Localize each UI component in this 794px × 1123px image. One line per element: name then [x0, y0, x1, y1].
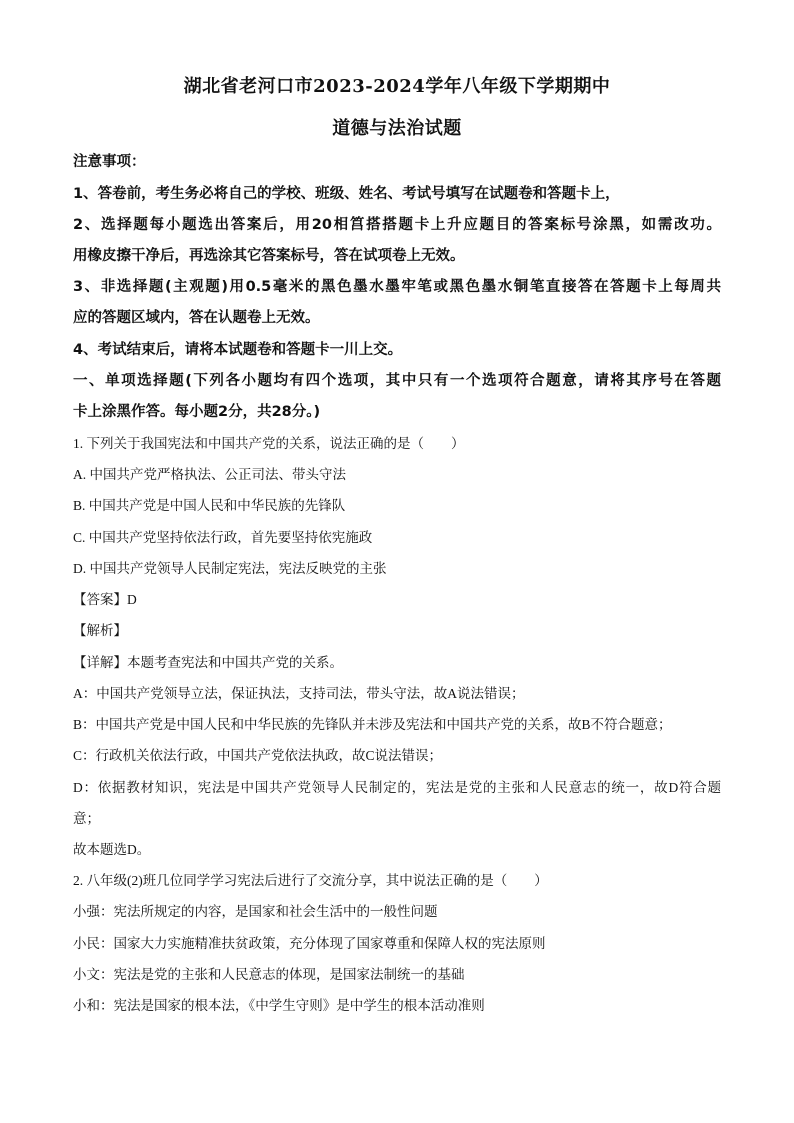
section-heading-cont: 卡上涂黑作答。每小题2分，共28分。) [73, 404, 321, 420]
question-1-explain-d-cont: 意； [73, 811, 100, 826]
notice-item-2-cont: 用橡皮擦干净后，再选涂其它答案标号，答在试项卷上无效。 [73, 248, 465, 264]
notice-item-4: 4、考试结束后，请将本试题卷和答题卡一川上交。 [73, 342, 403, 358]
notice-heading: 注意事项： [73, 154, 146, 170]
document-title: 湖北省老河口市2023-2024学年八年级下学期期中 [183, 76, 611, 97]
question-2-stem: 2. 八年级(2)班几位同学学习宪法后进行了交流分享，其中说法正确的是（ ） [73, 873, 548, 888]
question-1-explain-b: B：中国共产党是中国人民和中华民族的先锋队并未涉及宪法和中国共产党的关系，故B不符合题意； [73, 717, 672, 732]
question-2-statement-3: 小文：宪法是党的主张和人民意志的体现，是国家法制统一的基础 [73, 967, 465, 982]
question-1-option-c: C. 中国共产党坚持依法行政，首先要坚持依宪施政 [73, 530, 373, 545]
question-1-explain-d: D：依据教材知识，宪法是中国共产党领导人民制定的，宪法是党的主张和人民意志的统一，故D符合题 [73, 780, 721, 795]
question-1-detail: 【详解】本题考查宪法和中国共产党的关系。 [73, 655, 343, 670]
notice-item-2: 2、选择题每小题选出答案后，用20相筥搭搭题卡上升应题目的答案标号涂黑，如需改功。 [73, 217, 721, 233]
question-1-explain-c: C：行政机关依法行政，中国共产党依法执政，故C说法错误； [73, 748, 443, 763]
question-2-statement-2: 小民：国家大力实施精准扶贫政策，充分体现了国家尊重和保障人权的宪法原则 [73, 936, 546, 951]
question-1-stem: 1. 下列关于我国宪法和中国共产党的关系，说法正确的是（ ） [73, 436, 465, 451]
notice-item-3-cont: 应的答题区域内，答在认题卷上无效。 [73, 310, 320, 326]
question-1-option-d: D. 中国共产党领导人民制定宪法，宪法反映党的主张 [73, 561, 387, 576]
question-2-statement-4: 小和：宪法是国家的根本法，《中学生守则》是中学生的根本活动准则 [73, 998, 485, 1013]
question-1-analysis: 【解析】 [73, 623, 127, 638]
question-1-answer: 【答案】D [73, 592, 137, 607]
question-2-statement-1: 小强：宪法所规定的内容，是国家和社会生活中的一般性问题 [73, 904, 438, 919]
notice-item-1: 1、答卷前，考生务必将自己的学校、班级、姓名、考试号填写在试题卷和答题卡上， [73, 186, 620, 202]
section-heading: 一、单项选择题(下列各小题均有四个选项，其中只有一个选项符合题意，请将其序号在答题 [73, 373, 721, 389]
question-1-conclusion: 故本题选D。 [73, 842, 151, 857]
question-1-option-a: A. 中国共产党严格执法、公正司法、带头守法 [73, 467, 346, 482]
question-1-explain-a: A：中国共产党领导立法，保证执法，支持司法，带头守法，故A说法错误； [73, 686, 525, 701]
document-subtitle: 道德与法治试题 [332, 118, 462, 139]
question-1-option-b: B. 中国共产党是中国人民和中华民族的先锋队 [73, 498, 346, 513]
notice-item-3: 3、非选择题(主观题)用0.5毫米的黑色墨水墨牢笔或黑色墨水铜笔直接答在答题卡上每周共 [73, 279, 721, 295]
